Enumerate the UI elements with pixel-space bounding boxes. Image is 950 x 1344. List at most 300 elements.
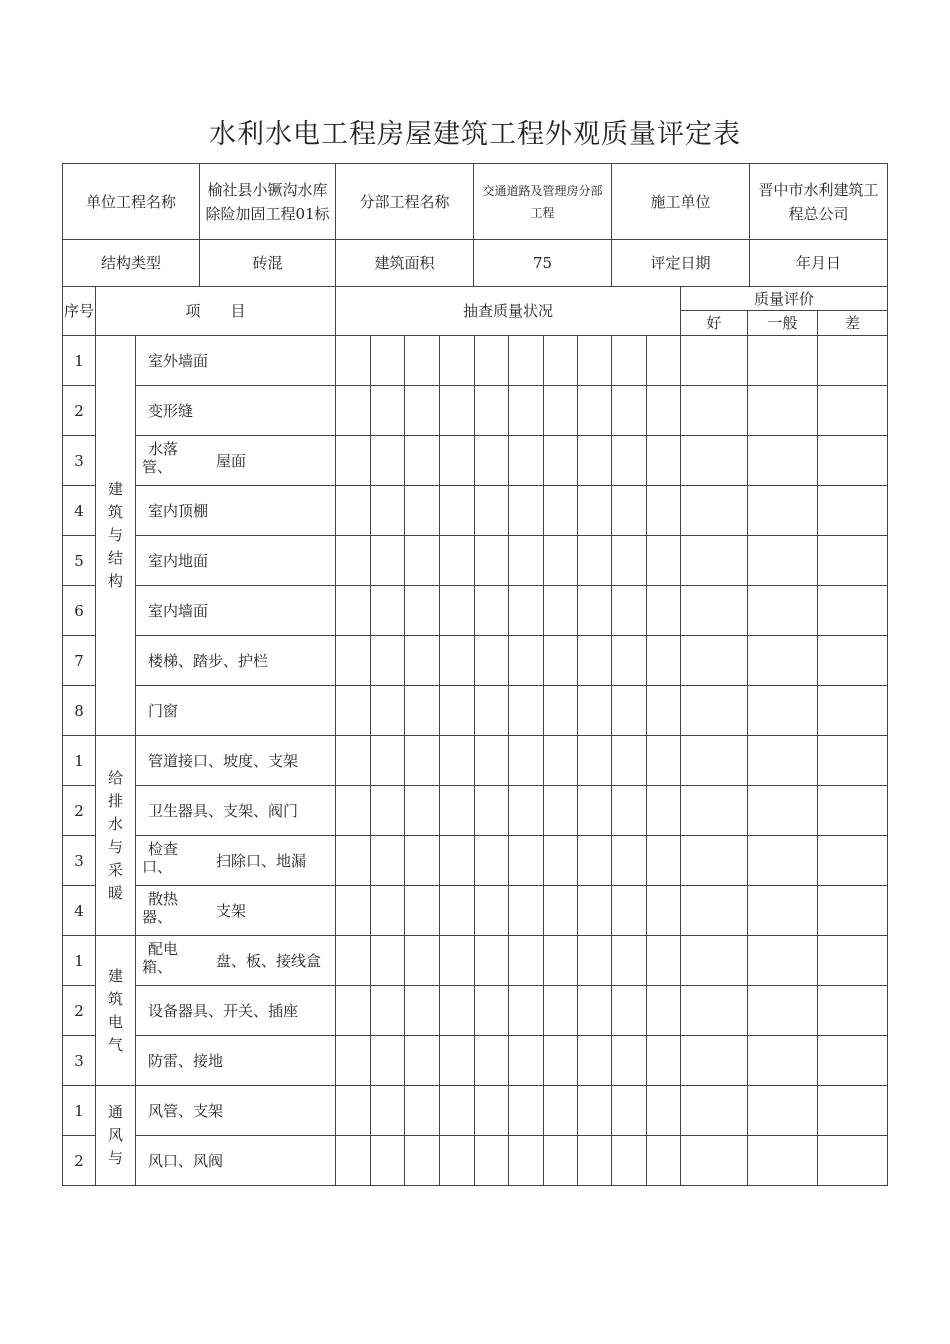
rating-cell[interactable]	[818, 736, 888, 786]
rating-cell[interactable]	[818, 586, 888, 636]
rating-cell[interactable]	[818, 886, 888, 936]
col-header-seq: 序号	[63, 287, 96, 336]
inspection-cell[interactable]	[440, 836, 475, 886]
rating-cell[interactable]	[818, 1136, 888, 1186]
inspection-cell[interactable]	[440, 436, 475, 486]
inspection-cell[interactable]	[578, 986, 612, 1036]
item-name: 风口、风阀	[136, 1136, 336, 1186]
inspection-cell[interactable]	[578, 386, 612, 436]
inspection-cell[interactable]	[612, 486, 647, 536]
inspection-cell[interactable]	[647, 836, 681, 886]
inspection-cell[interactable]	[440, 736, 475, 786]
rating-cell[interactable]	[681, 936, 748, 986]
group-label-text: 建筑与结构	[107, 480, 123, 590]
inspection-cell[interactable]	[647, 686, 681, 736]
inspection-cell[interactable]	[475, 536, 509, 586]
inspection-cell[interactable]	[371, 886, 405, 936]
group-label	[96, 1086, 136, 1186]
inspection-cell[interactable]	[405, 386, 440, 436]
inspection-cell[interactable]	[612, 836, 647, 886]
item-name-part: 器、	[142, 907, 173, 926]
inspection-cell[interactable]	[405, 486, 440, 536]
row-number: 4	[63, 486, 96, 536]
inspection-cell[interactable]	[440, 486, 475, 536]
rating-cell[interactable]	[681, 1036, 748, 1086]
inspection-cell[interactable]	[544, 336, 578, 386]
rating-cell[interactable]	[748, 786, 818, 836]
inspection-cell[interactable]	[509, 336, 544, 386]
inspection-cell[interactable]	[371, 1036, 405, 1086]
inspection-cell[interactable]	[336, 986, 371, 1036]
inspection-cell[interactable]	[405, 936, 440, 986]
inspection-cell[interactable]	[509, 386, 544, 436]
inspection-cell[interactable]	[612, 686, 647, 736]
inspection-cell[interactable]	[578, 936, 612, 986]
rating-cell[interactable]	[748, 486, 818, 536]
evaluation-table	[62, 286, 888, 1186]
rating-cell[interactable]	[748, 636, 818, 686]
item-name	[136, 936, 336, 986]
inspection-cell[interactable]	[405, 586, 440, 636]
inspection-cell[interactable]	[612, 636, 647, 686]
sub-project-value: 交通道路及管理房分部工程	[474, 164, 612, 240]
rating-cell[interactable]	[681, 1086, 748, 1136]
inspection-cell[interactable]	[509, 686, 544, 736]
inspection-cell[interactable]	[405, 1036, 440, 1086]
unit-project-label: 单位工程名称	[63, 164, 200, 240]
item-name: 室外墙面	[136, 336, 336, 386]
item-name-part: 水落	[148, 439, 179, 458]
inspection-cell[interactable]	[405, 786, 440, 836]
inspection-cell[interactable]	[544, 886, 578, 936]
inspection-cell[interactable]	[371, 1136, 405, 1186]
inspection-cell[interactable]	[371, 536, 405, 586]
row-number: 2	[63, 386, 96, 436]
inspection-cell[interactable]	[647, 786, 681, 836]
inspection-cell[interactable]	[371, 986, 405, 1036]
item-name-split	[136, 891, 335, 931]
row-number: 3	[63, 836, 96, 886]
rating-cell[interactable]	[818, 636, 888, 686]
row-number: 6	[63, 586, 96, 636]
inspection-cell[interactable]	[578, 336, 612, 386]
item-name	[136, 436, 336, 486]
table-row	[63, 736, 888, 786]
inspection-cell[interactable]	[440, 386, 475, 436]
table-row	[63, 686, 888, 736]
col-header-rating: 质量评价	[681, 287, 888, 311]
rating-cell[interactable]	[818, 986, 888, 1036]
inspection-cell[interactable]	[647, 936, 681, 986]
inspection-cell[interactable]	[509, 1136, 544, 1186]
rating-cell[interactable]	[748, 1086, 818, 1136]
rating-cell[interactable]	[748, 1036, 818, 1086]
row-number: 2	[63, 986, 96, 1036]
rating-cell[interactable]	[748, 1136, 818, 1186]
rating-cell[interactable]	[748, 586, 818, 636]
inspection-cell[interactable]	[612, 986, 647, 1036]
inspection-cell[interactable]	[612, 936, 647, 986]
inspection-cell[interactable]	[647, 336, 681, 386]
rating-cell[interactable]	[818, 386, 888, 436]
rating-cell[interactable]	[748, 736, 818, 786]
table-row	[63, 436, 888, 486]
inspection-cell[interactable]	[405, 336, 440, 386]
inspection-cell[interactable]	[475, 886, 509, 936]
rating-cell[interactable]	[748, 536, 818, 586]
inspection-cell[interactable]	[509, 436, 544, 486]
table-row	[63, 386, 888, 436]
inspection-cell[interactable]	[647, 1136, 681, 1186]
rating-cell[interactable]	[748, 886, 818, 936]
item-name-part: 扫除口、地漏	[216, 851, 307, 870]
inspection-cell[interactable]	[509, 736, 544, 786]
inspection-cell[interactable]	[336, 536, 371, 586]
inspection-cell[interactable]	[475, 686, 509, 736]
rating-cell[interactable]	[681, 736, 748, 786]
inspection-cell[interactable]	[578, 536, 612, 586]
inspection-cell[interactable]	[647, 486, 681, 536]
row-number: 7	[63, 636, 96, 686]
inspection-cell[interactable]	[371, 786, 405, 836]
inspection-cell[interactable]	[612, 436, 647, 486]
rating-cell[interactable]	[748, 336, 818, 386]
inspection-cell[interactable]	[371, 336, 405, 386]
inspection-cell[interactable]	[509, 636, 544, 686]
inspection-cell[interactable]	[336, 1036, 371, 1086]
rating-cell[interactable]	[681, 686, 748, 736]
item-name-part: 屋面	[216, 451, 247, 470]
rating-cell[interactable]	[818, 486, 888, 536]
inspection-cell[interactable]	[578, 1036, 612, 1086]
row-number: 1	[63, 936, 96, 986]
item-name-part: 支架	[216, 901, 247, 920]
inspection-cell[interactable]	[578, 686, 612, 736]
table-row	[63, 936, 888, 986]
inspection-cell[interactable]	[405, 1136, 440, 1186]
inspection-cell[interactable]	[440, 1086, 475, 1136]
inspection-cell[interactable]	[475, 1036, 509, 1086]
form-title: 水利水电工程房屋建筑工程外观质量评定表	[209, 119, 741, 150]
inspection-cell[interactable]	[544, 586, 578, 636]
table-row	[63, 886, 888, 936]
inspection-cell[interactable]	[544, 786, 578, 836]
inspection-cell[interactable]	[440, 636, 475, 686]
inspection-cell[interactable]	[475, 436, 509, 486]
inspection-cell[interactable]	[405, 736, 440, 786]
inspection-cell[interactable]	[509, 936, 544, 986]
row-number: 2	[63, 786, 96, 836]
inspection-cell[interactable]	[475, 736, 509, 786]
inspection-cell[interactable]	[578, 486, 612, 536]
inspection-cell[interactable]	[647, 986, 681, 1036]
item-name: 风管、支架	[136, 1086, 336, 1136]
inspection-cell[interactable]	[544, 686, 578, 736]
inspection-cell[interactable]	[371, 486, 405, 536]
inspection-cell[interactable]	[336, 836, 371, 886]
item-name-part: 配电	[148, 939, 179, 958]
structure-value: 砖混	[200, 240, 336, 287]
inspection-cell[interactable]	[475, 1136, 509, 1186]
inspection-cell[interactable]	[475, 986, 509, 1036]
rating-cell[interactable]	[681, 986, 748, 1036]
inspection-cell[interactable]	[440, 936, 475, 986]
inspection-cell[interactable]	[336, 786, 371, 836]
rating-cell[interactable]	[748, 686, 818, 736]
inspection-cell[interactable]	[405, 536, 440, 586]
row-number: 5	[63, 536, 96, 586]
inspection-cell[interactable]	[336, 636, 371, 686]
row-number: 1	[63, 736, 96, 786]
inspection-cell[interactable]	[647, 536, 681, 586]
rating-cell[interactable]	[681, 386, 748, 436]
inspection-cell[interactable]	[336, 336, 371, 386]
inspection-cell[interactable]	[578, 786, 612, 836]
group-label	[96, 736, 136, 936]
structure-label: 结构类型	[63, 240, 200, 287]
item-name: 室内顶棚	[136, 486, 336, 536]
inspection-cell[interactable]	[371, 586, 405, 636]
inspection-cell[interactable]	[544, 386, 578, 436]
inspection-cell[interactable]	[544, 936, 578, 986]
inspection-cell[interactable]	[440, 686, 475, 736]
item-name: 管道接口、坡度、支架	[136, 736, 336, 786]
inspection-cell[interactable]	[475, 786, 509, 836]
inspection-cell[interactable]	[440, 786, 475, 836]
group-label-text: 通风与	[107, 1103, 123, 1167]
inspection-cell[interactable]	[612, 1036, 647, 1086]
inspection-cell[interactable]	[405, 436, 440, 486]
inspection-cell[interactable]	[475, 936, 509, 986]
inspection-cell[interactable]	[647, 386, 681, 436]
inspection-cell[interactable]	[578, 586, 612, 636]
inspection-cell[interactable]	[578, 1136, 612, 1186]
inspection-cell[interactable]	[612, 536, 647, 586]
inspection-cell[interactable]	[647, 586, 681, 636]
inspection-cell[interactable]	[371, 686, 405, 736]
inspection-cell[interactable]	[612, 586, 647, 636]
inspection-cell[interactable]	[440, 336, 475, 386]
inspection-cell[interactable]	[612, 886, 647, 936]
inspection-cell[interactable]	[647, 636, 681, 686]
inspection-cell[interactable]	[647, 736, 681, 786]
inspection-cell[interactable]	[544, 1086, 578, 1136]
item-name	[136, 886, 336, 936]
inspection-cell[interactable]	[336, 586, 371, 636]
inspection-cell[interactable]	[475, 336, 509, 386]
inspection-cell[interactable]	[336, 486, 371, 536]
inspection-cell[interactable]	[475, 386, 509, 436]
inspection-cell[interactable]	[405, 836, 440, 886]
rating-cell[interactable]	[818, 1086, 888, 1136]
item-name: 变形缝	[136, 386, 336, 436]
item-name-part: 散热	[148, 889, 179, 908]
inspection-cell[interactable]	[578, 436, 612, 486]
item-name	[136, 836, 336, 886]
table-row	[63, 586, 888, 636]
inspection-cell[interactable]	[475, 636, 509, 686]
inspection-cell[interactable]	[509, 1086, 544, 1136]
inspection-cell[interactable]	[371, 1086, 405, 1136]
inspection-cell[interactable]	[509, 1036, 544, 1086]
inspection-cell[interactable]	[440, 586, 475, 636]
table-row	[63, 836, 888, 886]
item-name: 楼梯、踏步、护栏	[136, 636, 336, 686]
group-label	[96, 936, 136, 1086]
item-name: 室内墙面	[136, 586, 336, 636]
inspection-cell[interactable]	[371, 936, 405, 986]
inspection-cell[interactable]	[578, 836, 612, 886]
inspection-cell[interactable]	[440, 1036, 475, 1086]
inspection-cell[interactable]	[440, 986, 475, 1036]
rating-cell[interactable]	[681, 1136, 748, 1186]
area-value: 75	[474, 240, 612, 287]
inspection-cell[interactable]	[647, 886, 681, 936]
rating-cell[interactable]	[681, 436, 748, 486]
inspection-cell[interactable]	[336, 1086, 371, 1136]
inspection-cell[interactable]	[647, 436, 681, 486]
inspection-cell[interactable]	[336, 736, 371, 786]
table-row	[63, 1036, 888, 1086]
inspection-cell[interactable]	[612, 336, 647, 386]
inspection-cell[interactable]	[578, 636, 612, 686]
rating-cell[interactable]	[681, 336, 748, 386]
inspection-cell[interactable]	[371, 636, 405, 686]
contractor-value: 晋中市水利建筑工程总公司	[750, 164, 888, 240]
inspection-cell[interactable]	[544, 986, 578, 1036]
inspection-cell[interactable]	[544, 736, 578, 786]
rating-cell[interactable]	[818, 836, 888, 886]
inspection-cell[interactable]	[475, 836, 509, 886]
rating-cell[interactable]	[818, 336, 888, 386]
table-row	[63, 336, 888, 386]
row-number: 2	[63, 1136, 96, 1186]
inspection-cell[interactable]	[509, 786, 544, 836]
item-name: 防雷、接地	[136, 1036, 336, 1086]
inspection-cell[interactable]	[544, 1136, 578, 1186]
rating-cell[interactable]	[818, 436, 888, 486]
date-label: 评定日期	[612, 240, 750, 287]
rating-cell[interactable]	[748, 436, 818, 486]
inspection-cell[interactable]	[509, 536, 544, 586]
group-label-text: 给排水与采暖	[107, 768, 123, 902]
inspection-cell[interactable]	[509, 836, 544, 886]
rating-cell[interactable]	[681, 836, 748, 886]
rating-cell[interactable]	[681, 886, 748, 936]
inspection-cell[interactable]	[544, 836, 578, 886]
inspection-cell[interactable]	[440, 886, 475, 936]
rating-cell[interactable]	[748, 836, 818, 886]
inspection-cell[interactable]	[371, 386, 405, 436]
inspection-cell[interactable]	[336, 1136, 371, 1186]
inspection-cell[interactable]	[336, 886, 371, 936]
rating-cell[interactable]	[818, 686, 888, 736]
area-label: 建筑面积	[336, 240, 474, 287]
rating-cell[interactable]	[818, 1036, 888, 1086]
inspection-cell[interactable]	[578, 736, 612, 786]
inspection-cell[interactable]	[612, 786, 647, 836]
table-row	[63, 536, 888, 586]
inspection-cell[interactable]	[475, 586, 509, 636]
inspection-cell[interactable]	[647, 1086, 681, 1136]
col-header-fair: 一般	[748, 311, 818, 336]
row-number: 1	[63, 1086, 96, 1136]
item-name-part: 检查	[148, 839, 179, 858]
group-label-text: 建筑电气	[107, 966, 123, 1054]
inspection-cell[interactable]	[509, 886, 544, 936]
col-header-good: 好	[681, 311, 748, 336]
inspection-cell[interactable]	[440, 536, 475, 586]
item-name-split	[136, 941, 335, 981]
rating-cell[interactable]	[681, 586, 748, 636]
inspection-cell[interactable]	[544, 536, 578, 586]
inspection-cell[interactable]	[509, 486, 544, 536]
inspection-cell[interactable]	[578, 886, 612, 936]
inspection-cell[interactable]	[509, 986, 544, 1036]
rating-cell[interactable]	[818, 536, 888, 586]
rating-cell[interactable]	[818, 786, 888, 836]
rating-cell[interactable]	[681, 786, 748, 836]
rating-cell[interactable]	[681, 636, 748, 686]
rating-cell[interactable]	[748, 986, 818, 1036]
table-row	[63, 1086, 888, 1136]
item-name: 卫生器具、支架、阀门	[136, 786, 336, 836]
inspection-cell[interactable]	[336, 436, 371, 486]
rating-cell[interactable]	[681, 536, 748, 586]
inspection-cell[interactable]	[647, 1036, 681, 1086]
inspection-cell[interactable]	[475, 486, 509, 536]
table-row	[63, 636, 888, 686]
inspection-cell[interactable]	[405, 686, 440, 736]
inspection-cell[interactable]	[612, 1136, 647, 1186]
inspection-cell[interactable]	[509, 586, 544, 636]
row-number: 1	[63, 336, 96, 386]
inspection-cell[interactable]	[612, 736, 647, 786]
row-number: 3	[63, 1036, 96, 1086]
inspection-cell[interactable]	[336, 936, 371, 986]
inspection-cell[interactable]	[612, 1086, 647, 1136]
inspection-cell[interactable]	[405, 886, 440, 936]
inspection-cell[interactable]	[544, 486, 578, 536]
inspection-cell[interactable]	[475, 1086, 509, 1136]
item-name-part: 口、	[142, 857, 173, 876]
inspection-cell[interactable]	[371, 836, 405, 886]
col-header-inspection: 抽查质量状况	[336, 287, 681, 336]
inspection-cell[interactable]	[336, 386, 371, 436]
inspection-cell[interactable]	[336, 686, 371, 736]
inspection-cell[interactable]	[405, 1086, 440, 1136]
rating-cell[interactable]	[748, 386, 818, 436]
rating-cell[interactable]	[681, 486, 748, 536]
item-name-part: 管、	[142, 457, 173, 476]
inspection-cell[interactable]	[544, 436, 578, 486]
inspection-cell[interactable]	[578, 1086, 612, 1136]
rating-cell[interactable]	[818, 936, 888, 986]
inspection-cell[interactable]	[371, 436, 405, 486]
inspection-cell[interactable]	[405, 986, 440, 1036]
inspection-cell[interactable]	[405, 636, 440, 686]
table-row	[63, 786, 888, 836]
item-name-split	[136, 441, 335, 481]
inspection-cell[interactable]	[371, 736, 405, 786]
inspection-cell[interactable]	[544, 1036, 578, 1086]
inspection-cell[interactable]	[544, 636, 578, 686]
inspection-cell[interactable]	[440, 1136, 475, 1186]
unit-project-value: 榆社县小镢沟水库除险加固工程01标	[200, 164, 336, 240]
item-name-part: 盘、板、接线盒	[216, 951, 322, 970]
inspection-cell[interactable]	[612, 386, 647, 436]
rating-cell[interactable]	[748, 936, 818, 986]
